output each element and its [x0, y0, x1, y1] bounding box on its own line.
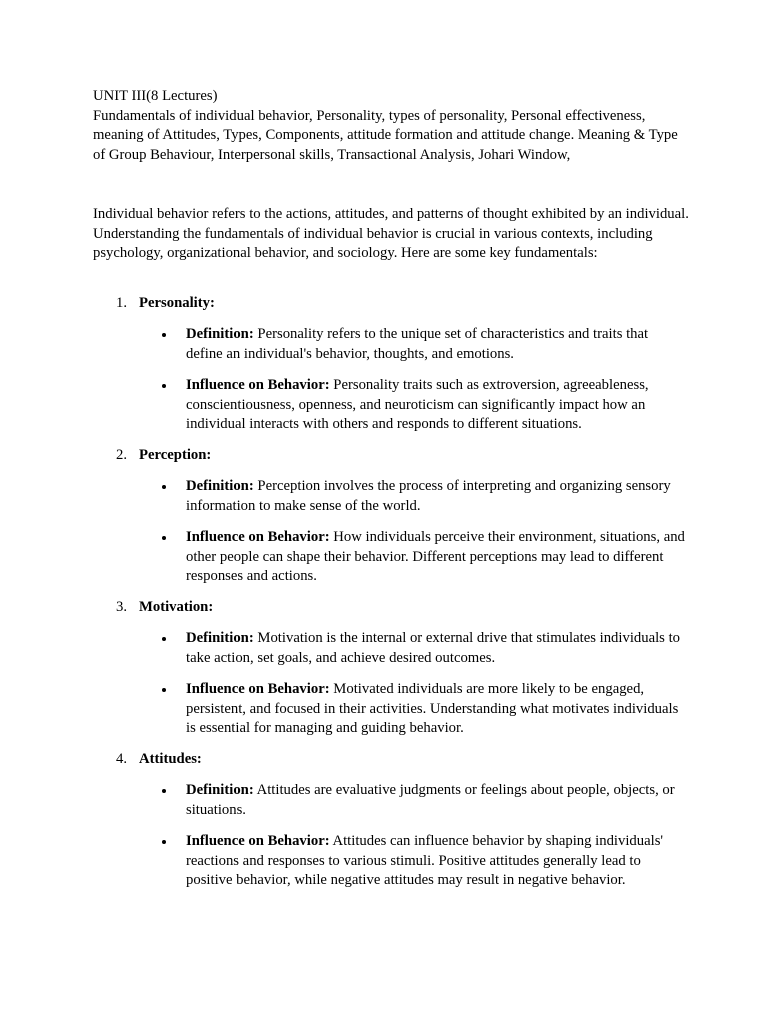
bullet-item — [186, 629, 686, 668]
bullet-item — [186, 528, 686, 587]
bullet-text: Motivation is the internal or external drive that stimulates individuals to take action, set goals, and achieve desired outcomes. — [186, 630, 680, 666]
intro-paragraph: Individual behavior refers to the actions, attitudes, and patterns of thought exhibited by an individual. Understanding the fundamentals of individual behavior is crucial in various contexts, including psychology, organizational behavior, and sociology. Here are some key fundamentals: — [93, 206, 689, 262]
bullet-label: Definition: — [186, 326, 254, 342]
bullet-text: Perception involves the process of interpreting and organizing sensory information to make sense of the world. — [186, 478, 671, 514]
syllabus-text: Fundamentals of individual behavior, Personality, types of personality, Personal effectiveness, meaning of Attitudes, Types, Components, attitude formation and attitude change. Meaning & Type of Group Behaviour, Interpersonal skills, Transactional Analysis, Johari Window, — [93, 107, 678, 163]
topic-title: Attitudes: — [139, 751, 202, 767]
bullet-label: Definition: — [186, 630, 254, 646]
bullet-label: Influence on Behavior: — [186, 681, 330, 697]
bullet-text: How individuals perceive their environment, situations, and other people can shape their behavior. Different perceptions may lead to different responses and actions. — [186, 529, 685, 585]
bullet-item — [186, 781, 686, 820]
topic-title: Motivation: — [139, 599, 214, 615]
topic-heading-personality — [116, 294, 215, 314]
unit-header — [93, 87, 693, 165]
bullet-item — [186, 376, 686, 435]
bullet-label: Definition: — [186, 782, 254, 798]
topic-number: 1. — [116, 295, 128, 311]
bullet-label: Definition: — [186, 478, 254, 494]
bullet-label: Influence on Behavior: — [186, 377, 330, 393]
topic-heading-motivation — [116, 598, 213, 618]
bullet-label: Influence on Behavior: — [186, 833, 330, 849]
bullet-text: Personality traits such as extroversion, agreeableness, conscientiousness, openness, and neuroticism can significantly impact how an individual interacts with others and responds to different situations. — [186, 377, 649, 433]
bullet-item — [186, 477, 686, 516]
bullet-text: Personality refers to the unique set of characteristics and traits that define an individual's behavior, thoughts, and emotions. — [186, 326, 649, 362]
bullet-item — [186, 325, 686, 364]
topic-heading-perception — [116, 446, 211, 466]
bullet-label: Influence on Behavior: — [186, 529, 330, 545]
unit-title: UNIT III(8 Lectures) — [93, 88, 218, 104]
topic-number: 3. — [116, 599, 128, 615]
topic-title: Perception: — [139, 447, 212, 463]
bullet-text: Attitudes can influence behavior by shaping individuals' reactions and responses to various stimuli. Positive attitudes generally lead to positive behavior, while negative attitudes may result in negative behavior. — [186, 833, 664, 889]
topic-number: 4. — [116, 751, 128, 767]
bullet-text: Motivated individuals are more likely to be engaged, persistent, and focused in their activities. Understanding what motivates individuals is essential for managing and guiding behavior. — [186, 681, 679, 737]
topic-number: 2. — [116, 447, 128, 463]
bullet-text: Attitudes are evaluative judgments or feelings about people, objects, or situations. — [186, 782, 675, 818]
bullet-item — [186, 832, 686, 891]
topic-heading-attitudes — [116, 750, 202, 770]
bullet-item — [186, 680, 686, 739]
topic-title: Personality: — [139, 295, 215, 311]
